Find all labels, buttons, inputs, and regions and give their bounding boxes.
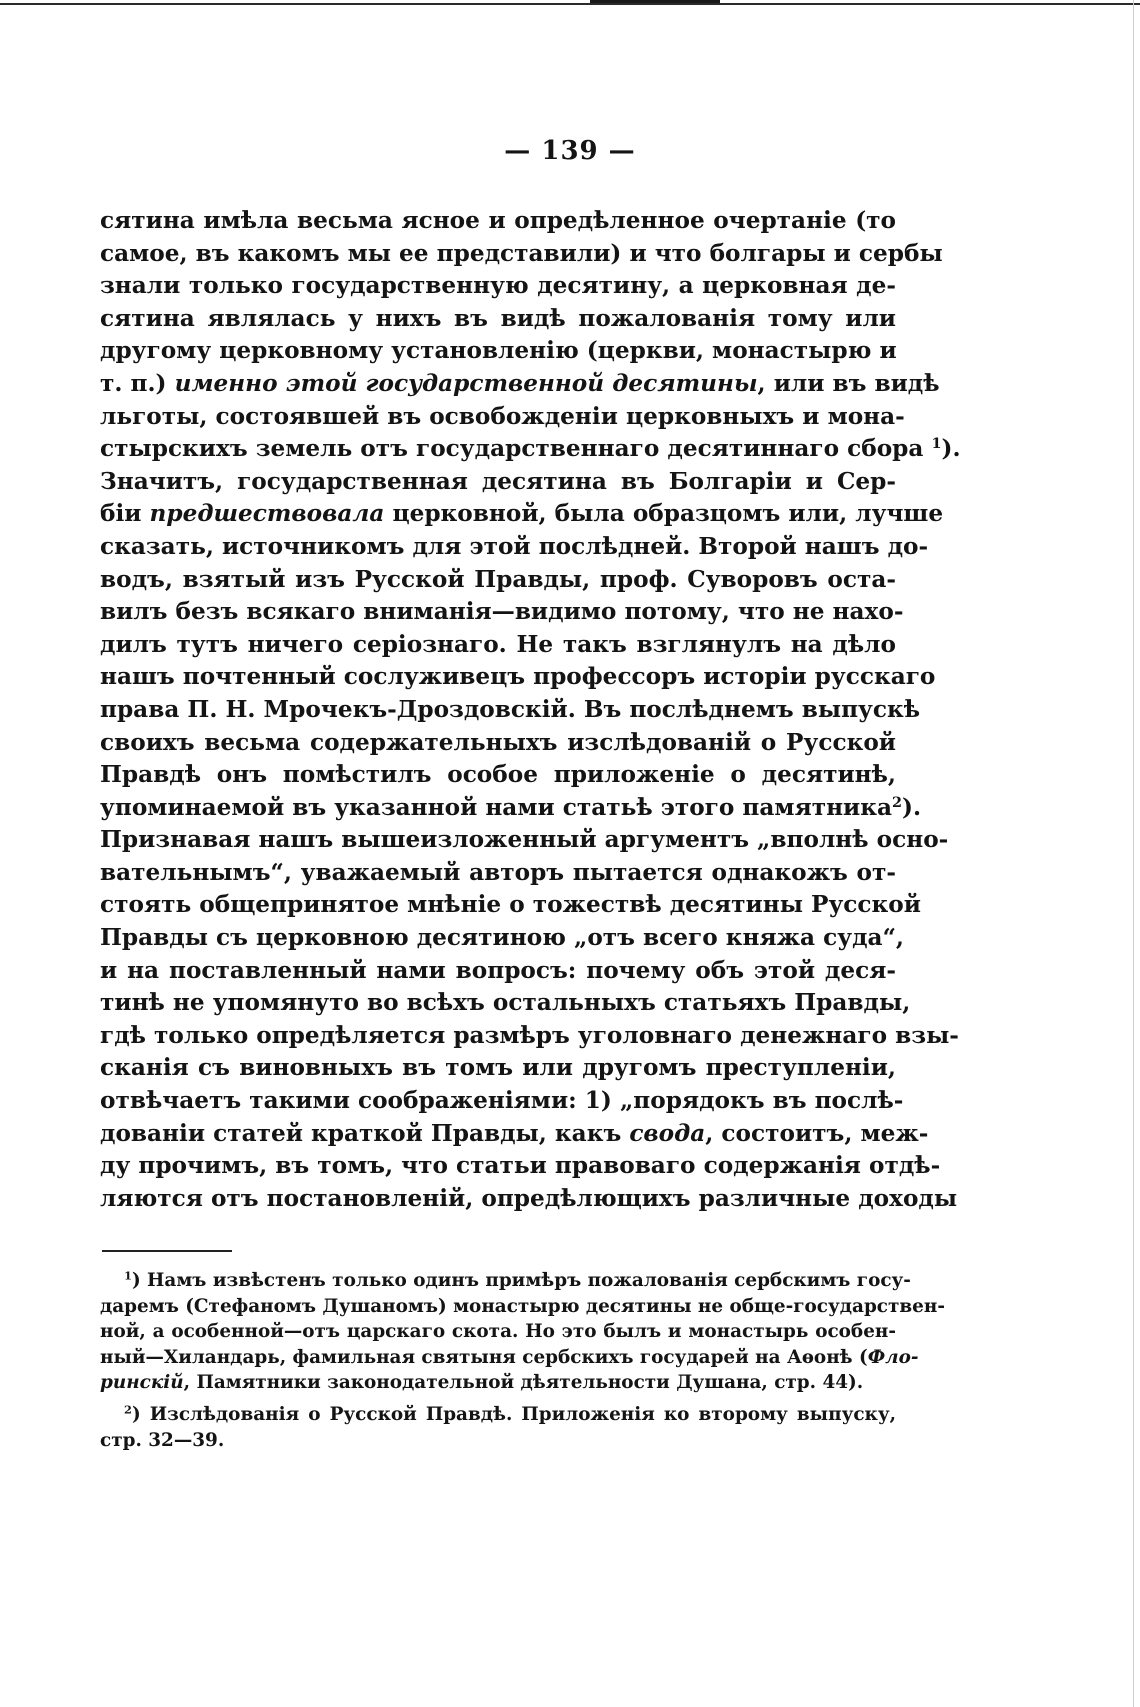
body-line-3: знали только государственную десятину, а церковная де-	[100, 272, 896, 300]
body-line-19-start: упоминаемой въ указанной нами статьѣ этого памятника	[100, 793, 893, 821]
body-line-20: Признавая нашъ вышеизложенный аргументъ „вполнѣ осно-	[100, 826, 949, 854]
body-line-8	[100, 433, 961, 466]
body-line-9: Значитъ, государственная десятина въ Болгаріи и Сер-	[100, 467, 896, 495]
footnote-2-text-1: ) Изслѣдованія о Русской Правдѣ. Приложенія ко второму выпуску,	[131, 1403, 896, 1425]
body-line-30: ду прочимъ, въ томъ, что статьи правоваго содержанія отдѣ-	[100, 1152, 941, 1180]
footnote-2-line-1	[100, 1402, 896, 1428]
body-line-19-end: ).	[902, 793, 922, 821]
body-line-2: самое, въ какомъ мы ее представили) и что болгары и сербы	[100, 239, 943, 267]
body-line-4: сятина являлась у нихъ въ видѣ пожалованія тому или	[100, 304, 896, 332]
body-line-8-end: ).	[941, 435, 961, 463]
body-line-29-start: дованіи статей краткой Правды, какъ	[100, 1119, 630, 1147]
footnote-ref-1: 1	[931, 435, 942, 453]
body-line-6-start: т. п.)	[100, 369, 175, 397]
footnote-1-marker: 1	[124, 1268, 132, 1283]
body-line-6-end: , или въ видѣ	[757, 369, 940, 397]
scan-right-edge	[1133, 0, 1134, 1707]
footnote-1-author-a: Фло-	[867, 1346, 919, 1368]
body-line-12: водъ, взятый изъ Русской Правды, проф. Суворовъ оста-	[100, 565, 896, 593]
body-line-10-end: церковной, была образцомъ или, лучше	[384, 500, 944, 528]
body-line-15: нашъ почтенный сослуживецъ профессоръ исторіи русскаго	[100, 663, 936, 691]
body-line-8-start: стырскихъ земель отъ государственнаго десятиннаго сбора	[100, 435, 932, 463]
body-line-21: вательнымъ“, уважаемый авторъ пытается однакожъ от-	[100, 858, 896, 886]
body-line-10-start: біи	[100, 500, 150, 528]
footnote-1-line-1	[100, 1268, 911, 1294]
body-line-24: и на поставленный нами вопросъ: почему объ этой деся-	[100, 956, 896, 984]
body-text	[100, 205, 961, 1215]
emphasis-code: свода	[629, 1119, 706, 1147]
emphasis-state-tithe: именно этой государственной десятины	[174, 369, 758, 397]
body-line-26: гдѣ только опредѣляется размѣръ уголовнаго денежнаго взы-	[100, 1021, 959, 1049]
body-line-25: тинѣ не упомянуто во всѣхъ остальныхъ статьяхъ Правды,	[100, 989, 911, 1017]
footnote-1-line-4	[100, 1345, 919, 1371]
footnote-1-text-1: ) Намъ извѣстенъ только одинъ примѣръ пожалованія сербскимъ госу-	[131, 1270, 911, 1291]
footnote-1-line-5	[100, 1370, 896, 1396]
footnote-1-text-4: ный—Хиландарь, фамильная святыня сербскихъ государей на Аѳонѣ (	[100, 1346, 868, 1368]
emphasis-preceded: предшествовала	[149, 500, 385, 528]
body-line-29-end: , состоитъ, меж-	[705, 1119, 929, 1147]
body-line-10	[100, 498, 944, 531]
footnote-1-author-b: ринскій	[100, 1372, 184, 1394]
body-line-31: ляются отъ постановленій, опредѣлющихъ различные доходы	[100, 1184, 958, 1212]
body-line-22: стоять общепринятое мнѣніе о тожествѣ десятины Русской	[100, 891, 921, 919]
footnote-divider	[102, 1250, 232, 1252]
footnote-ref-2: 2	[892, 793, 903, 811]
body-line-5: другому церковному установленію (церкви, монастырю и	[100, 337, 897, 365]
body-line-13: вилъ безъ всякаго вниманія—видимо потому, что не нахо-	[100, 598, 904, 626]
footnote-1-line-3: ной, а особенной—отъ царскаго скота. Но это былъ и монастырь особен-	[100, 1321, 896, 1343]
body-line-23: Правды съ церковною десятиною „отъ всего княжа суда“,	[100, 924, 904, 952]
page-number: — 139 —	[504, 136, 636, 166]
body-line-28: отвѣчаетъ такими соображеніями: 1) „порядокъ въ послѣ-	[100, 1087, 904, 1115]
body-line-6	[100, 368, 940, 401]
scan-top-rule	[0, 3, 1140, 5]
footnote-1-text-5: , Памятники законодательной дѣятельности Душана, стр. 44).	[183, 1372, 864, 1394]
body-line-17: своихъ весьма содержательныхъ изслѣдованій о Русской	[100, 728, 896, 756]
body-line-27: сканія съ виновныхъ въ томъ или другомъ преступленіи,	[100, 1054, 896, 1082]
body-line-16: права П. Н. Мрочекъ-Дроздовскій. Въ послѣднемъ выпускѣ	[100, 695, 921, 723]
body-line-19	[100, 792, 922, 825]
scan-top-mark	[590, 0, 720, 3]
footnotes	[100, 1268, 945, 1453]
body-line-11: сказать, источникомъ для этой послѣдней. Второй нашъ до-	[100, 532, 929, 560]
body-line-1: сятина имѣла весьма ясное и опредѣленное очертаніе (то	[100, 207, 896, 234]
body-line-18: Правдѣ онъ помѣстилъ особое приложеніе о десятинѣ,	[100, 761, 896, 789]
body-line-7: льготы, состоявшей въ освобожденіи церковныхъ и мона-	[100, 402, 905, 430]
body-line-29	[100, 1118, 929, 1151]
footnote-1-line-2: даремъ (Стефаномъ Душаномъ) монастырю десятины не обще-государствен-	[100, 1295, 945, 1317]
body-line-14: дилъ тутъ ничего серіознаго. Не такъ взглянулъ на дѣло	[100, 630, 896, 658]
footnote-2-line-2: стр. 32—39.	[100, 1429, 225, 1451]
footnote-2-marker: 2	[124, 1402, 132, 1417]
